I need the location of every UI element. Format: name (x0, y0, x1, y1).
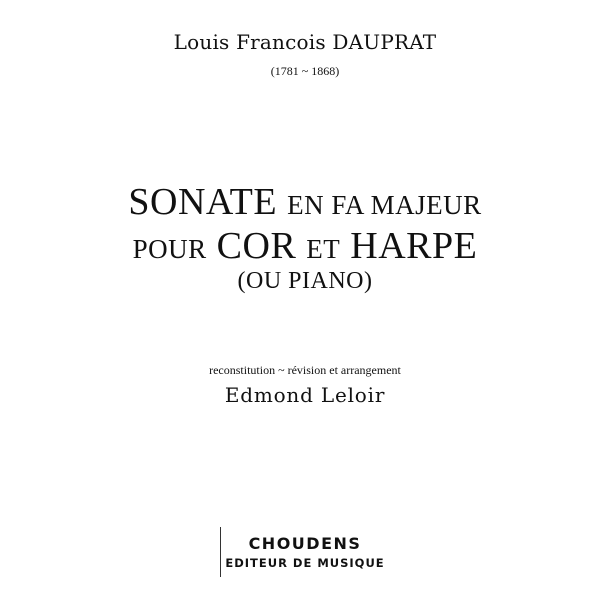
title-key: EN FA MAJEUR (287, 190, 482, 220)
publisher-subtitle: EDITEUR DE MUSIQUE (225, 556, 385, 570)
title-word-sonate: SONATE (128, 181, 278, 223)
title-line-1 (0, 180, 610, 224)
title-word-cor: COR (216, 225, 297, 267)
title-word-pour: POUR (132, 234, 207, 264)
title-line-2 (0, 224, 610, 268)
composer-dates: (1781 ~ 1868) (270, 64, 340, 78)
credit-role: reconstitution ~ révision et arrangement (209, 363, 401, 377)
title-line-3: (OU PIANO) (237, 268, 373, 294)
composer-name: Louis Francois DAUPRAT (173, 30, 437, 54)
title-word-et: ET (306, 234, 341, 264)
title-word-harpe: HARPE (350, 225, 478, 267)
publisher-name: CHOUDENS (248, 534, 362, 553)
arranger-name: Edmond Leloir (224, 383, 386, 407)
